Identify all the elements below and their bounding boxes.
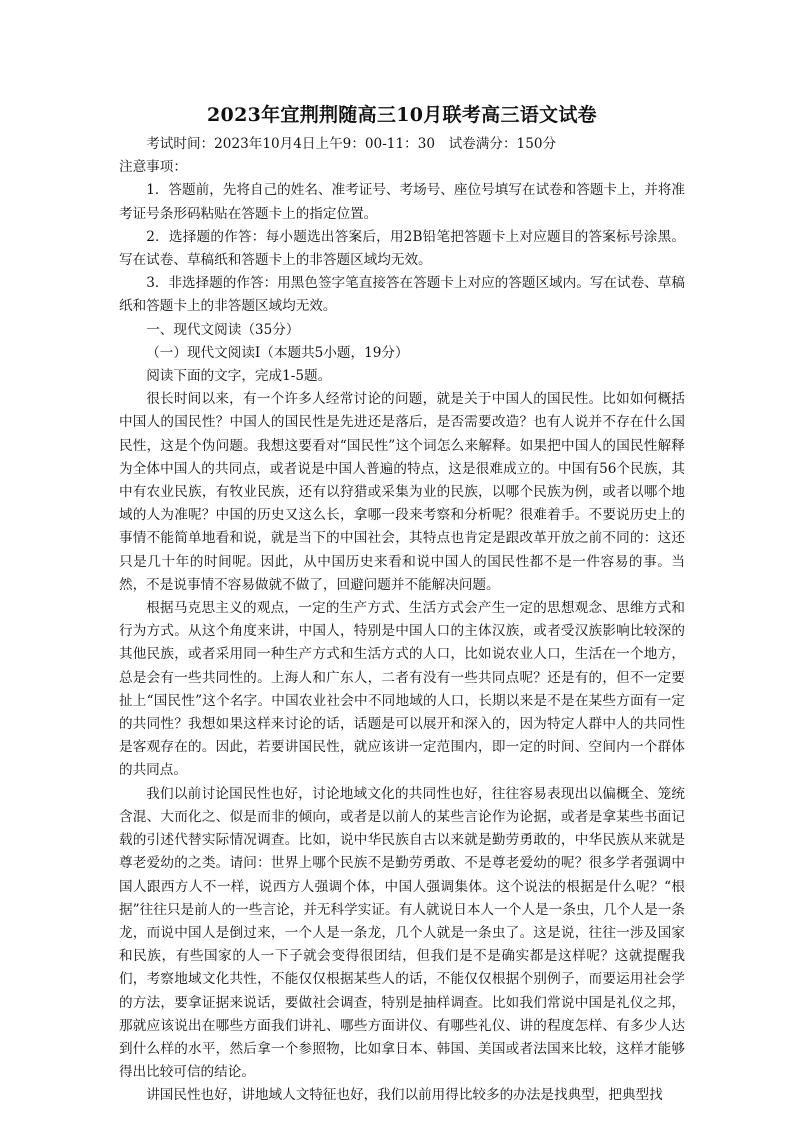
notice-heading: 注意事项： [119, 159, 187, 176]
exam-title: 2023年宜荆荆随高三10月联考高三语文试卷 [207, 104, 597, 126]
notice-item: 2．选择题的作答：每小题选出答案后，用2B铅笔把答题卡上对应题目的答案标号涂黑。写在试卷、草稿纸和答题卡上的非答题区域均无效。 [119, 228, 685, 269]
passage-paragraph: 讲国民性也好，讲地域人文特征也好，我们以前用得比较多的办法是找典型，把典型找 [146, 1087, 663, 1104]
exam-info: 考试时间：2023年10月4日上午9：00-11：30 试卷满分：150分 [146, 136, 557, 152]
subsection-heading: （一）现代文阅读I（本题共5小题，19分） [146, 344, 409, 361]
passage-paragraph: 我们以前讨论国民性也好，讨论地域文化的共同性也好，往往容易表现出以偏概全、笼统含混、大而化之、似是而非的倾向，或者是以前人的某些言论作为论据，或者是拿某些书面记载的引述代替实际情况调查。比如，说中华民族自古以来就是勤劳勇敢的，中华民族从来就是尊老爱幼的之类。请问：世界上哪个民族不是勤劳勇敢、不是尊老爱幼的呢？很多学者强调中国人跟西方人不一样，说西方人强调个体，中国人强调集体。这个说法的根据是什么呢？“根据”往往只是前人的一些言论，并无科学实证。有人就说日本人一个人是一条虫，几个人是一条龙，而说中国人是倒过来，一个人是一条龙，几个人就是一条虫了。这是说，往往一涉及国家和民族，有些国家的人一下子就会变得很团结，但我们是不是确实都是这样呢？这就提醒我们，考察地域文化共性，不能仅仅根据某些人的话，不能仅仅根据个别例子，而要运用社会学的方法，要拿证据来说话，要做社会调查，特别是抽样调查。比如我们常说中国是礼仪之邦，那就应该说出在哪些方面我们讲礼、哪些方面讲仪、有哪些礼仪、讲的程度怎样、有多少人达到什么样的水平，然后拿一个参照物，比如拿日本、韩国、美国或者法国来比较，这样才能够得出比较可信的结论。 [119, 785, 685, 1081]
passage-paragraph: 很长时间以来，有一个许多人经常讨论的问题，就是关于中国人的国民性。比如如何概括中国人的国民性？中国人的国民性是先进还是落后，是否需要改造？也有人说并不存在什么国民性，这是个伪问题。我想这要看对“国民性”这个词怎么来解释。如果把中国人的国民性解释为全体中国人的共同点，或者说是中国人普遍的特点，这是很难成立的。中国有56个民族，其中有农业民族，有牧业民族，还有以狩猎或采集为业的民族，以哪个民族为例，或者以哪个地域的人为准呢？中国的历史又这么长，拿哪一段来考察和分析呢？很难着手。不要说历史上的事情不能简单地看和说，就是当下的中国社会，其特点也肯定是跟改革开放之前不同的：这还只是几十年的时间呢。因此，从中国历史来看和说中国人的国民性都不是一件容易的事。当然，不是说事情不容易做就不做了，回避问题并不能解决问题。 [119, 391, 685, 593]
passage-paragraph: 根据马克思主义的观点，一定的生产方式、生活方式会产生一定的思想观念、思维方式和行为方式。从这个角度来讲，中国人，特别是中国人口的主体汉族，或者受汉族影响比较深的其他民族，或者采用同一种生产方式和生活方式的人口，比如说农业人口，生活在一个地方，总是会有一些共同性的。上海人和广东人，二者有没有一些共同点呢？还是有的，但不一定要扯上“国民性”这个名字。中国农业社会中不同地域的人口，长期以来是不是在某些方面有一定的共同性？我想如果这样来讨论的话，话题是可以展开和深入的，因为特定人群中人的共同性是客观存在的。因此，若要讲国民性，就应该讲一定范围内，即一定的时间、空间内一个群体的共同点。 [119, 600, 685, 779]
reading-instruction: 阅读下面的文字，完成1-5题。 [146, 368, 332, 385]
notice-item: 1．答题前，先将自己的姓名、准考证号、考场号、座位号填写在试卷和答题卡上，并将准考证号条形码粘贴在答题卡上的指定位置。 [119, 182, 685, 222]
section-heading: 一、现代文阅读（35分） [146, 321, 300, 338]
notice-item: 3．非选择题的作答：用黑色签字笔直接答在答题卡上对应的答题区域内。写在试卷、草稿纸和答题卡上的非答题区域均无效。 [119, 275, 685, 315]
exam-page [119, 100, 685, 1108]
